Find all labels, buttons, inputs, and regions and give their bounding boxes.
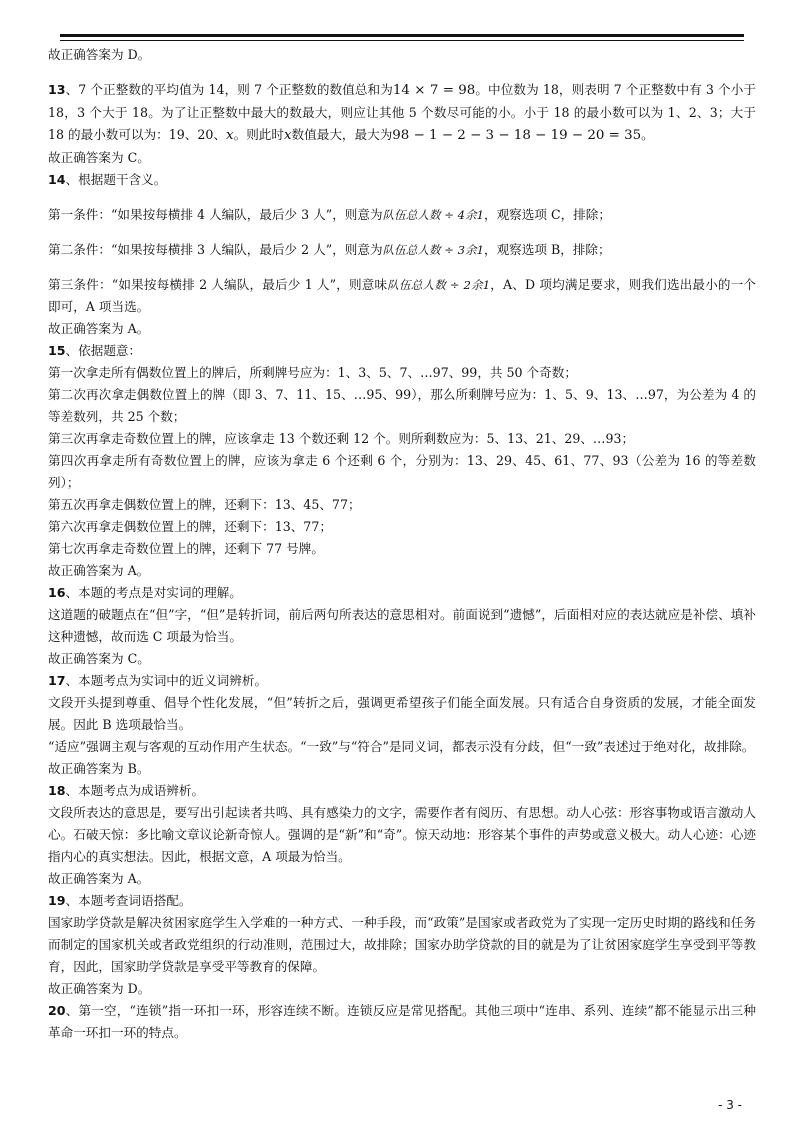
answer-line: 故正确答案为 D。 xyxy=(48,981,151,996)
handwritten-formula: 队伍总人数 ÷ 2余1 xyxy=(387,278,491,292)
answer-line: 故正确答案为 A。 xyxy=(48,321,150,336)
header-rule-thick xyxy=(60,34,744,37)
explanation: 这道题的破题点在“但”字，“但”是转折词，前后两句所表达的意思相对。前面说到“遗憾”，后面相对应的表达就应是补偿、填补这种遗憾，故而选 C 项最为恰当。 xyxy=(48,607,756,644)
step-line: 第三次再拿走奇数位置上的牌，应该拿走 13 个数还剩 12 个。则所剩数应为：5、13、21、29、…93； xyxy=(48,431,635,446)
condition-2 xyxy=(48,239,756,261)
question-14-heading xyxy=(48,169,756,191)
text: 、7 个正整数的平均值为 14，则 7 个正整数的数值总和为 xyxy=(65,82,393,97)
question-number: 18 xyxy=(48,783,66,798)
explanation: 文段所表达的意思是，要写出引起读者共鸣、具有感染力的文字，需要作者有阅历、有思想。动人心弦：形容事物或语言激动人心。石破天惊：多比喻文章议论新奇惊人。强调的是“新”和“奇”。惊天动地：形容某个事件的声势或意义极大。动人心迹：心迹指内心的真实想法。因此，根据文意，A 项最为恰当。 xyxy=(48,805,756,864)
answer-line: 故正确答案为 D。 xyxy=(48,47,151,62)
condition-1 xyxy=(48,204,756,226)
text: 、依据题意： xyxy=(65,343,142,358)
question-17-heading xyxy=(48,670,756,692)
explanation: 文段开头提到尊重、倡导个性化发展，“但”转折之后，强调更希望孩子们能全面发展。只有适合自身资质的发展，才能全面发展。因此 B 选项最恰当。 xyxy=(48,695,756,732)
question-18-heading xyxy=(48,780,756,802)
question-15-heading xyxy=(48,340,756,362)
header-rule-thin xyxy=(60,40,744,41)
question-number: 17 xyxy=(48,673,66,688)
answer-line: 故正确答案为 A。 xyxy=(48,563,150,578)
step-line: 第五次再拿走偶数位置上的牌，还剩下：13、45、77； xyxy=(48,497,361,512)
document-body xyxy=(48,44,756,1044)
math-expression: 14 × 7 = 98 xyxy=(392,83,476,98)
page-number: - 3 - xyxy=(718,1098,742,1112)
step-line: 第四次再拿走所有奇数位置上的牌，应该为拿走 6 个还剩 6 个，分别为：13、29、45、61、77、93（公差为 16 的等差数列）； xyxy=(48,453,756,490)
answer-line: 故正确答案为 C。 xyxy=(48,150,150,165)
text: 、本题考点为实词中的近义词辨析。 xyxy=(65,673,268,688)
explanation: 国家助学贷款是解决贫困家庭学生入学难的一种方式、一种手段，而“政策”是国家或者政党为了实现一定历史时期的路线和任务而制定的国家机关或者政党组织的行动准则，范围过大，故排除；国家办助学贷款的目的就是为了让贫困家庭学生享受到平等教育，因此，国家助学贷款是享受平等教育的保障。 xyxy=(48,915,756,974)
text: 。则此时 xyxy=(233,127,284,142)
question-number: 14 xyxy=(48,172,66,187)
step-line: 第七次再拿走奇数位置上的牌，还剩下 77 号牌。 xyxy=(48,541,324,556)
handwritten-formula: 队伍总人数 ÷ 3余1 xyxy=(382,243,484,257)
question-number: 19 xyxy=(48,893,66,908)
question-number: 20 xyxy=(48,1003,66,1018)
text: 第一条件：“如果按每横排 4 人编队，最后少 3 人”，则意为 xyxy=(48,207,383,222)
text: 。中位数为 18，则表明 7 个正整数中有 3 个小于 18，3 个大于 18。为了让正整数中最大的数最大，则应让其他 5 个数尽可能的小。小于 18 的最小数可以为 1、2、3；大于 18 的最小数可以为：19、20、 xyxy=(48,82,756,142)
step-line: 第六次再拿走偶数位置上的牌，还剩下：13、77； xyxy=(48,519,332,534)
text: 第三条件：“如果按每横排 2 人编队，最后少 1 人”，则意味 xyxy=(48,277,388,292)
question-number: 16 xyxy=(48,585,66,600)
text: ，观察选项 C，排除； xyxy=(483,207,611,222)
math-variable: x xyxy=(283,128,292,143)
text: 。 xyxy=(641,127,654,142)
math-expression: 98 − 1 − 2 − 3 − 18 − 19 − 20 = 35 xyxy=(392,128,642,143)
text: 、本题考点为成语辨析。 xyxy=(65,783,205,798)
text: 、本题考查词语搭配。 xyxy=(65,893,192,908)
question-16-heading xyxy=(48,582,756,604)
condition-3 xyxy=(48,274,756,318)
question-20 xyxy=(48,1000,756,1044)
text: ，观察选项 B，排除； xyxy=(483,242,611,257)
text: 、根据题干含义。 xyxy=(65,172,167,187)
answer-line: 故正确答案为 A。 xyxy=(48,871,150,886)
text: 数值最大，最大为 xyxy=(291,127,393,142)
math-variable: x xyxy=(226,128,234,143)
step-line: 第一次拿走所有偶数位置上的牌后，所剩牌号应为：1、3、5、7、…97、99，共 50 个奇数； xyxy=(48,365,577,380)
handwritten-formula: 队伍总人数 ÷ 4余1 xyxy=(382,208,484,222)
explanation: “适应”强调主观与客观的互动作用产生状态。“一致”与“符合”是同义词，都表示没有分歧，但“一致”表述过于绝对化，故排除。 xyxy=(48,739,755,754)
step-line: 第二次再次拿走偶数位置上的牌（即 3、7、11、15、…95、99），那么所剩牌号应为：1、5、9、13、…97，为公差为 4 的等差数列，共 25 个数； xyxy=(48,387,756,424)
question-number: 13 xyxy=(48,82,66,97)
answer-line: 故正确答案为 C。 xyxy=(48,651,150,666)
answer-line: 故正确答案为 B。 xyxy=(48,761,150,776)
question-number: 15 xyxy=(48,343,66,358)
text: ，A、D 项均满足要求，则我们选出最小的一个即可，A 项当选。 xyxy=(48,277,756,314)
question-19-heading xyxy=(48,890,756,912)
question-13 xyxy=(48,79,756,147)
text: 第二条件：“如果按每横排 3 人编队，最后少 2 人”，则意为 xyxy=(48,242,383,257)
text: 、本题的考点是对实词的理解。 xyxy=(65,585,242,600)
text: 、第一空，“连锁”指一环扣一环，形容连续不断。连锁反应是常见搭配。其他三项中“连串、系列、连续”都不能显示出三种革命一环扣一环的特点。 xyxy=(48,1003,756,1040)
